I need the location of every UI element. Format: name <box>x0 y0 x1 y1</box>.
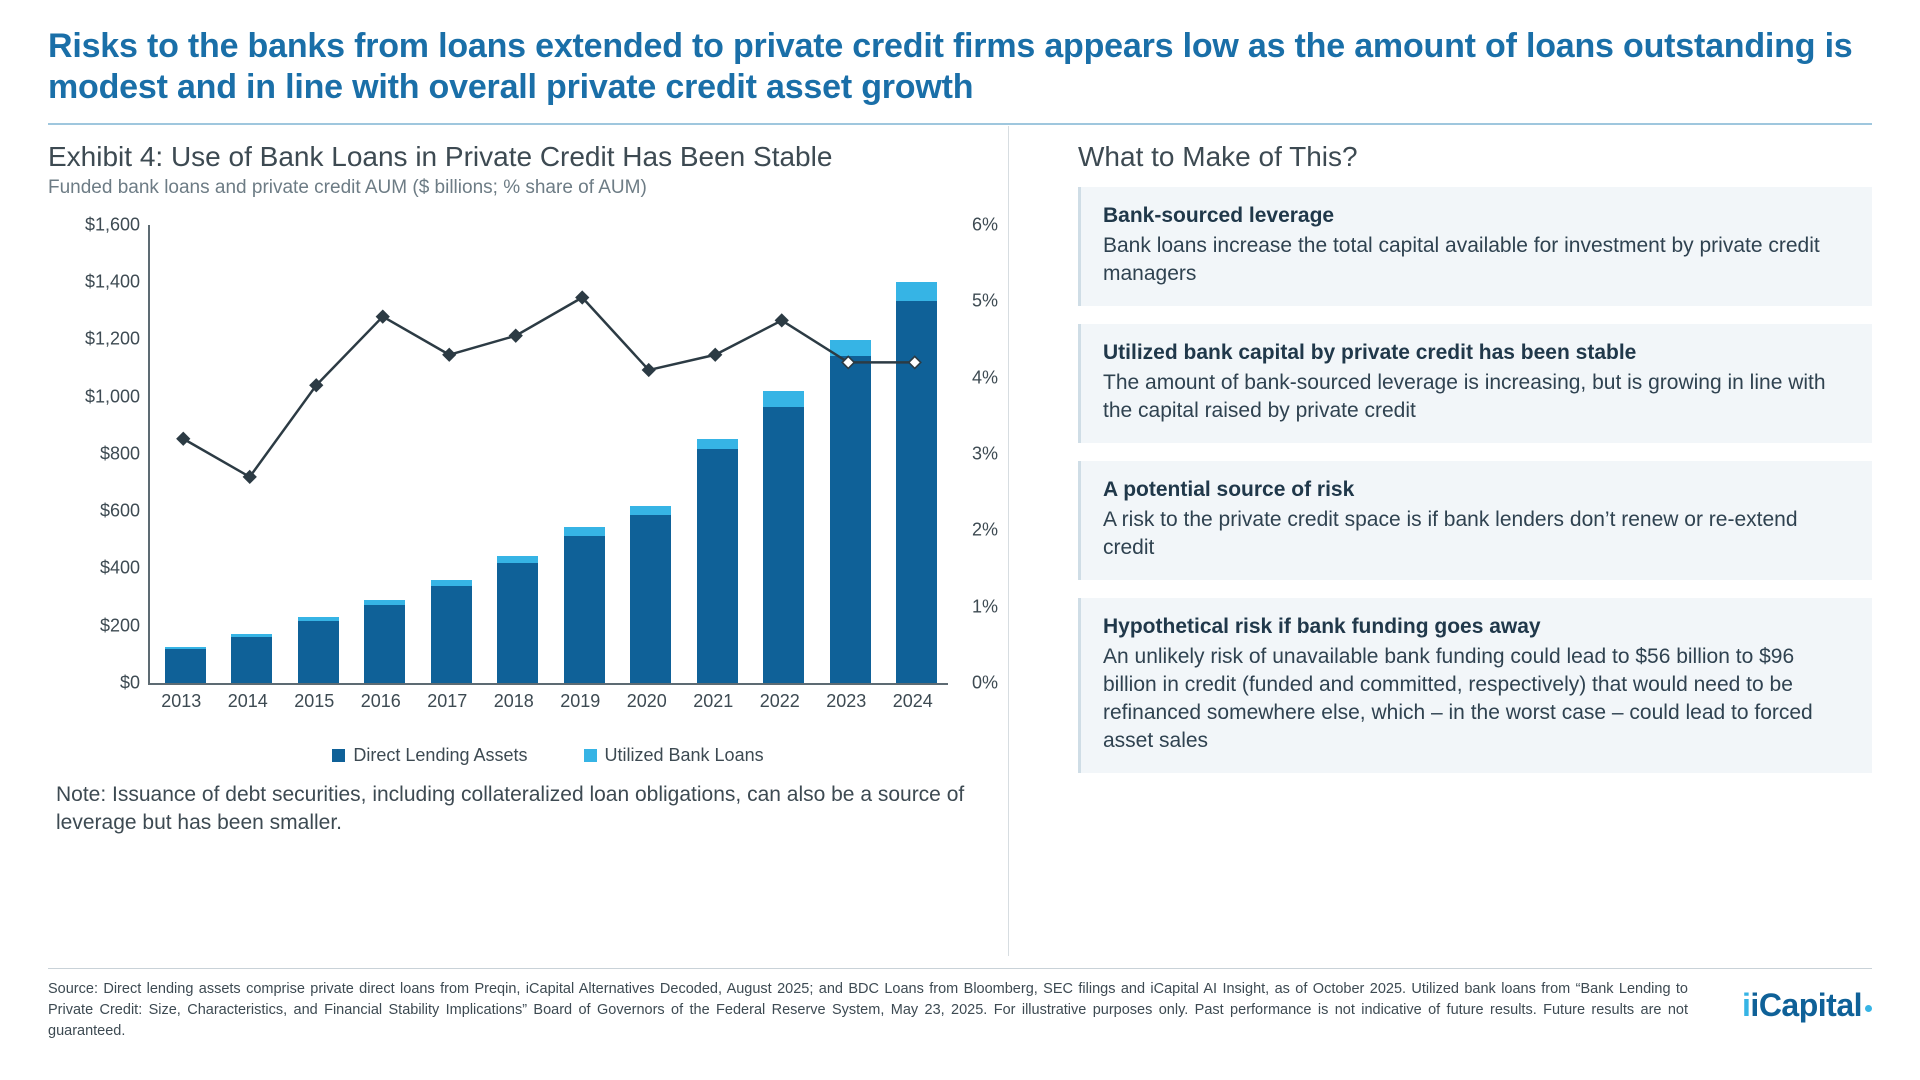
legend-item <box>584 745 764 766</box>
y-tick-left: $1,200 <box>84 328 140 349</box>
title-divider <box>48 123 1872 125</box>
y-axis-right <box>956 214 1036 693</box>
x-tick-label: 2020 <box>626 690 667 711</box>
y-tick-right: 2% <box>972 519 999 540</box>
y-tick-left: $1,000 <box>84 386 140 407</box>
y-tick-right: 0% <box>972 672 999 693</box>
legend-swatch <box>584 749 597 762</box>
exhibit-title: Exhibit 4: Use of Bank Loans in Private Credit Has Been Stable <box>48 140 833 172</box>
x-axis <box>148 691 948 721</box>
y-tick-left: $400 <box>99 557 140 578</box>
page-title: Risks to the banks from loans extended to private credit firms appears low as the amount of loans outstanding is modest and in line with overall private credit asset growth <box>48 27 1853 107</box>
y-tick-right: 3% <box>972 443 999 464</box>
insight-card-title: Hypothetical risk if bank funding goes away <box>1103 615 1541 639</box>
y-tick-right: 1% <box>972 596 999 617</box>
y-tick-right: 6% <box>972 214 999 235</box>
y-tick-left: $200 <box>99 615 140 636</box>
insight-card-title: Bank-sourced leverage <box>1103 203 1335 227</box>
insight-card <box>1078 461 1872 580</box>
insights-column <box>1038 141 1872 838</box>
x-tick-label: 2023 <box>826 690 867 711</box>
chart <box>48 205 1008 765</box>
x-tick-label: 2017 <box>427 690 468 711</box>
x-tick-label: 2018 <box>493 690 534 711</box>
legend-label: Direct Lending Assets <box>353 744 528 765</box>
content-area <box>48 141 1872 838</box>
x-tick-label: 2019 <box>560 690 601 711</box>
x-tick-label: 2014 <box>227 690 268 711</box>
y-tick-right: 5% <box>972 290 999 311</box>
footer <box>48 968 1872 1042</box>
chart-legend <box>148 745 948 766</box>
y-axis-left <box>48 214 140 693</box>
insights-title: What to Make of This? <box>1078 140 1358 172</box>
insight-card-body: An unlikely risk of unavailable bank funding could lead to $56 billion to $96 billion in credit (funded and committed, respectively) that would need to be refinanced somewhere else, which – in the worst case – could lead to forced asset sales <box>1103 645 1813 753</box>
icapital-logo: iiCapital <box>1722 987 1872 1024</box>
plot-area <box>148 225 948 685</box>
x-tick-label: 2022 <box>759 690 800 711</box>
y-tick-left: $800 <box>99 443 140 464</box>
y-tick-right: 4% <box>972 367 999 388</box>
insight-card-body: A risk to the private credit space is if bank lenders don’t renew or re-extend credit <box>1103 508 1798 560</box>
exhibit-subtitle: Funded bank loans and private credit AUM ($ billions; % share of AUM) <box>48 176 647 198</box>
y-tick-left: $600 <box>99 500 140 521</box>
x-tick-label: 2013 <box>161 690 202 711</box>
logo-dot <box>1865 1005 1872 1012</box>
column-divider <box>1008 126 1009 956</box>
insight-card-title: A potential source of risk <box>1103 478 1355 502</box>
x-tick-label: 2024 <box>892 690 933 711</box>
y-tick-left: $1,400 <box>84 271 140 292</box>
insight-card <box>1078 598 1872 773</box>
insight-card-body: Bank loans increase the total capital available for investment by private credit managers <box>1103 234 1820 286</box>
source-note: Source: Direct lending assets comprise private direct loans from Preqin, iCapital Alternatives Decoded, August 2025; and BDC Loans from Bloomberg, SEC filings and iCapital AI Insight, as of October 2025. Utilized bank loans from “Bank Lending to Private Credit: Size, Characteristics, and Financial Stability Implications” Board of Governors of the Federal Reserve System, May 23, 2025. For illustrative purposes only. Past performance is not indicative of future results. Future results are not guaranteed. <box>48 981 1688 1040</box>
insight-card-body: The amount of bank-sourced leverage is increasing, but is growing in line with the capital raised by private credit <box>1103 371 1826 423</box>
legend-swatch <box>332 749 345 762</box>
insight-card <box>1078 187 1872 306</box>
chart-note: Note: Issuance of debt securities, including collateralized loan obligations, can also be a source of leverage but has been smaller. <box>56 782 965 835</box>
legend-item <box>332 745 527 766</box>
x-tick-label: 2021 <box>693 690 734 711</box>
x-tick-label: 2016 <box>360 690 401 711</box>
logo-text: iCapital <box>1750 987 1862 1023</box>
x-tick-label: 2015 <box>294 690 335 711</box>
legend-label: Utilized Bank Loans <box>604 744 764 765</box>
insight-card <box>1078 324 1872 443</box>
chart-column <box>48 141 1038 838</box>
share-of-aum-line <box>150 225 948 683</box>
y-tick-left: $0 <box>119 672 140 693</box>
y-tick-left: $1,600 <box>84 214 140 235</box>
insight-card-title: Utilized bank capital by private credit has been stable <box>1103 341 1637 365</box>
